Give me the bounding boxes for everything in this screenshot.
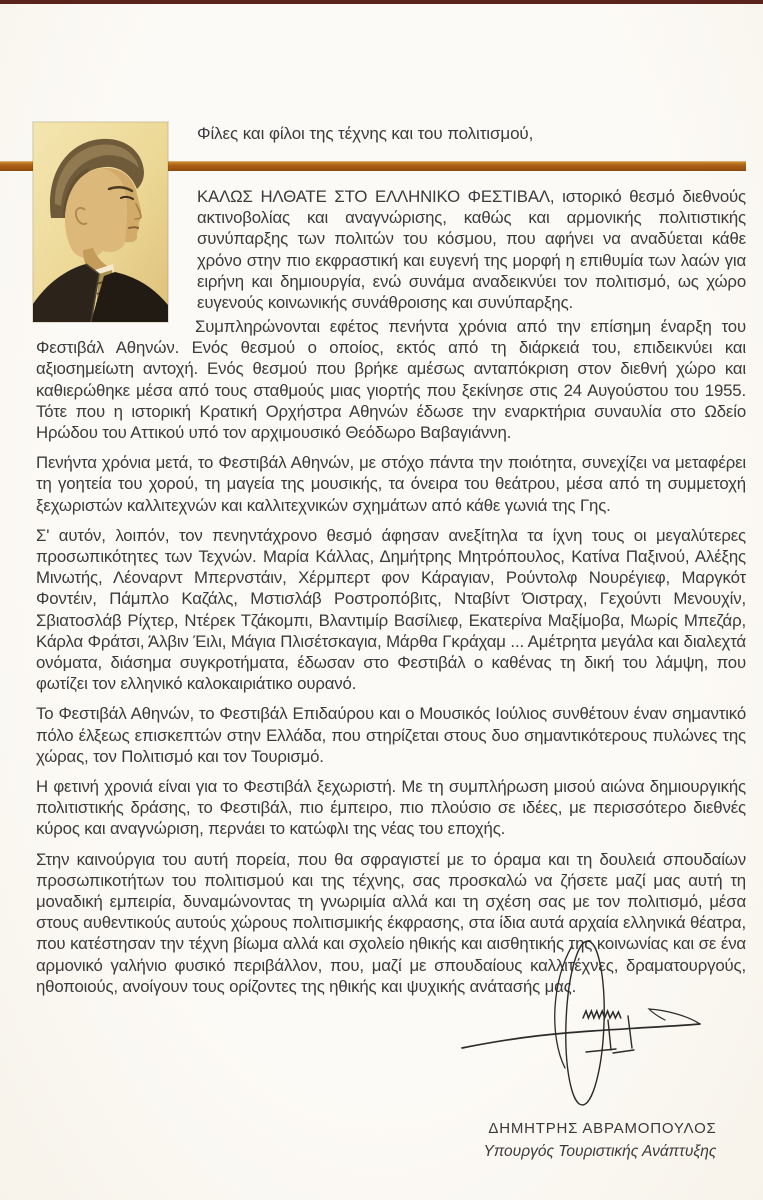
paragraph-6: Η φετινή χρονιά είναι για το Φεστιβάλ ξεχωριστή. Με τη συμπλήρωση μισού αιώνα δημιουργικής πολιτιστικής δράσης, το Φεστιβάλ, πιο έμπειρο, πιο πλούσιο σε ιδέες, με περισσότερο διεθνές κύρος και αναγνώριση, περνάει το κατώφλι της νέας του εποχής.	[36, 777, 746, 839]
paragraph-3: Πενήντα χρόνια μετά, το Φεστιβάλ Αθηνών, με στόχο πάντα την ποιότητα, συνεχίζει να μεταφέρει τη γοητεία του χορού, τη μαγεία της μουσικής, τα όνειρα του θεάτρου, μέσα από τη συμμετοχή ξεχωριστών καλλιτεχνών και καλλιτεχνικών σχημάτων από κάθε γωνιά της Γης.	[36, 453, 746, 515]
signatory-title: Υπουργός Τουριστικής Ανάπτυξης	[483, 1143, 717, 1160]
greeting-line: Φίλες και φίλοι της τέχνης και του πολιτισμού,	[197, 124, 534, 143]
paragraph-7: Στην καινούργια του αυτή πορεία, που θα σφραγιστεί με το όραμα και τη δουλειά σπουδαίων προσωπικοτήτων του πολιτισμού και της τέχνης, σας προσκαλώ να ζήσετε μαζί μας αυτή τη μοναδική εμπειρία, δυναμώνοντας τη γνωριμία αλλά και τη σχέση σας με τον πολιτισμό, μέσα στους αυθεντικούς αυτούς χώρους πολιτισμικής έκφρασης, στα ίδια αυτά αρχαία ελληνικά θέατρα, που κατέστησαν την τέχνη βίωμα αλλά και σχολείο ηθικής και αισθητικής της κοινωνίας και σε ένα αρμονικό γαλήνιο φυσικό περιβάλλον, που, μαζί με σπουδαίους καλλιτέχνες, δραματουργούς, ηθοποιούς, ανοίγουν τους ορίζοντες της ηθικής και ψυχικής ανάτασής μας.	[36, 849, 746, 996]
signatory-name: ΔΗΜΗΤΡΗΣ ΑΒΡΑΜΟΠΟΥΛΟΣ	[488, 1120, 717, 1137]
portrait-photo-art	[33, 122, 168, 322]
paragraph-1: ΚΑΛΩΣ ΗΛΘΑΤΕ ΣΤΟ ΕΛΛΗΝΙΚΟ ΦΕΣΤΙΒΑΛ, ιστορικό θεσμό διεθνούς ακτινοβολίας και αναγνώρισης, καθώς και αρμονικής πολιτιστικής συνύπαρξης των πολιτών του κόσμου, που αφήνει να αναδύεται κάθε χρόνο στην πιο εκφραστική και ευγενή της μορφή η επιθυμία των λαών για ειρήνη και δημιουργία, ενώ συνάμα αναδεικνύει τον πολιτισμό, ως χώρο ευγενούς κοινωνικής συνάθροισης και συνύπαρξης.	[197, 187, 746, 313]
top-accent-bar	[0, 0, 763, 4]
letter-body	[36, 316, 746, 1006]
signature-art	[452, 932, 712, 1112]
paragraph-5: Το Φεστιβάλ Αθηνών, το Φεστιβάλ Επιδαύρου και ο Μουσικός Ιούλιος συνθέτουν έναν σημαντικό πόλο έλξεως επισκεπτών στην Ελλάδα, που στηρίζεται στους δυο σημαντικότερους πυλώνες της χώρας, τον Πολιτισμό και τον Τουρισμό.	[36, 704, 746, 766]
portrait-photo	[33, 122, 168, 322]
paragraph-2: Συμπληρώνονται εφέτος πενήντα χρόνια από την επίσημη έναρξη του Φεστιβάλ Αθηνών. Ενός θεσμού ο οποίος, εκτός από τη διάρκειά του, επιδεικνύει και αξιοσημείωτη αντοχή. Ενός θεσμού που βρήκε αμέσως ανταπόκριση στον διεθνή χώρο και καθιερώθηκε μέσα από τους σταθμούς μιας γιορτής που ξεκίνησε στις 24 Αυγούστου του 1955. Τότε που η ιστορική Κρατική Ορχήστρα Αθηνών έδωσε την εναρκτήρια συναυλία στο Ωδείο Ηρώδου του Αττικού υπό τον αρχιμουσικό Θεόδωρο Βαβαγιάννη.	[36, 317, 746, 443]
handwritten-signature	[452, 932, 712, 1112]
paragraph-4: Σ' αυτόν, λοιπόν, τον πενηντάχρονο θεσμό άφησαν ανεξίτηλα τα ίχνη τους οι μεγαλύτερες προσωπικότητες των Τεχνών. Μαρία Κάλλας, Δημήτρης Μητρόπουλος, Κατίνα Παξινού, Αλέξης Μινωτής, Λέοναρντ Μπερνστάιν, Χέρμπερτ φον Κάραγιαν, Ρούντολφ Νουρέγιεφ, Μαργκότ Φοντέιν, Πάμπλο Καζάλς, Μστισλάβ Ροστροπόβιτς, Νταβίντ Όιστραχ, Γεχούντι Μενουχίν, Σβιατοσλάβ Ρίχτερ, Ντέρεκ Τζάκομπι, Βλαντιμίρ Βασίλιεφ, Εκατερίνα Μαξίμοβα, Μωρίς Μπεζάρ, Κάρλα Φράτσι, Άλβιν Έιλι, Μάγια Πλισέτσκαγια, Μάρθα Γκράχαμ ... Αμέτρητα μεγάλα και διαλεχτά ονόματα, διάσημα συγκροτήματα, έδωσαν στο Φεστιβάλ ο καθένας τη δική του λάμψη, που φωτίζει τον ελληνικό καλοκαιριάτικο ουρανό.	[36, 525, 746, 694]
